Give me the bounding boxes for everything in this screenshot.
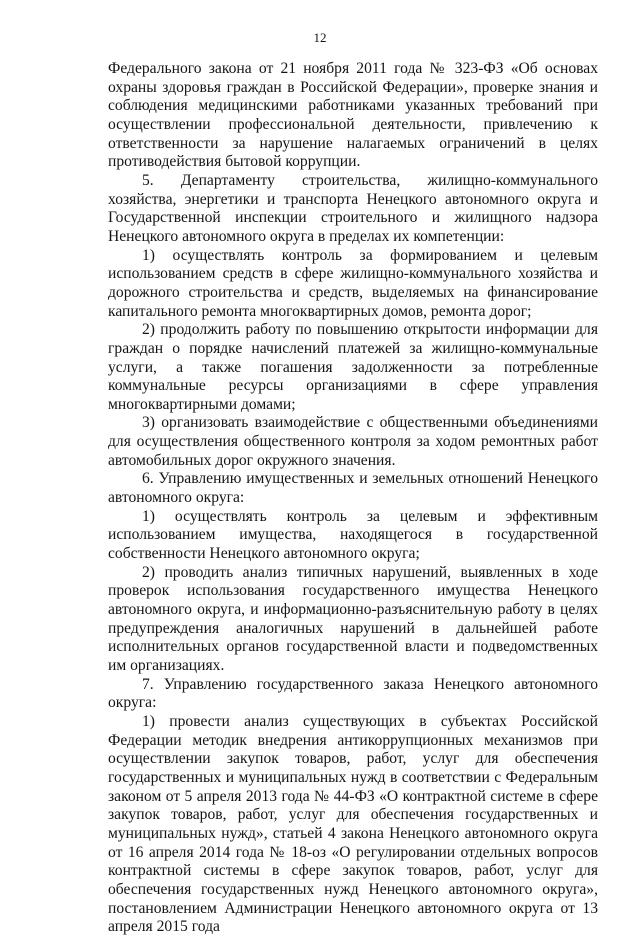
paragraph-item-5-1: 1) осуществлять контроль за формированием и целевым использованием средств в сфере жилищно-коммунального хозяйства и дорожного строительства и средств, выделяемых на финансирование капитального ремонта многоквартирных домов, ремонта дорог; — [108, 246, 598, 320]
paragraph-item-6-2: 2) проводить анализ типичных нарушений, выявленных в ходе проверок использования государственного имущества Ненецкого автономного округа, и информационно-разъяснительную работу в целях предупреждения аналогичных нарушений в дальнейшей работе исполнительных органов государственной власти и подведомственных им организациях. — [108, 563, 598, 674]
paragraph-item-7: 7. Управлению государственного заказа Ненецкого автономного округа: — [108, 675, 598, 712]
paragraph-item-6-1: 1) осуществлять контроль за целевым и эффективным использованием имущества, находящегося в государственной собственности Ненецкого автономного округа; — [108, 507, 598, 563]
page-number: 12 — [313, 30, 327, 45]
paragraph-item-5-2: 2) продолжить работу по повышению открытости информации для граждан о порядке начислений платежей за жилищно-коммунальные услуги, а также погашения задолженности за потребленные коммунальные ресурсы организациями в сфере управления многоквартирными домами; — [108, 321, 598, 413]
paragraph-item-5-3: 3) организовать взаимодействие с общественными объединениями для осуществления общественного контроля за ходом ремонтных работ автомобильных дорог окружного значения. — [108, 414, 598, 469]
paragraph-item-5: 5. Департаменту строительства, жилищно-коммунального хозяйства, энергетики и транспорта Ненецкого автономного округа и Государственной инспекции строительного и жилищного надзора Ненецкого автономного округа в пределах их компетенции: — [108, 171, 598, 245]
paragraph-item-7-1: 1) провести анализ существующих в субъектах Российской Федерации методик внедрения антикоррупционных механизмов при осуществлении закупок товаров, работ, услуг для обеспечения государственных и муниципальных нужд в соответствии с Федеральным законом от 5 апреля 2013 года № 44-ФЗ «О контрактной системе в сфере закупок товаров, работ, услуг для обеспечения государственных и муниципальных нужд», статьей 4 закона Ненецкого автономного округа от 16 апреля 2014 года № 18-оз «О регулировании отдельных вопросов контрактной системы в сфере закупок товаров, работ, услуг для обеспечения государственных нужд Ненецкого автономного округа», постановлением Администрации Ненецкого автономного округа от 13 апреля 2015 года — [108, 712, 598, 936]
paragraph-item-6: 6. Управлению имущественных и земельных отношений Ненецкого автономного округа: — [108, 470, 598, 507]
document-body — [108, 60, 598, 937]
paragraph-continuation: Федерального закона от 21 ноября 2011 года № 323-ФЗ «Об основах охраны здоровья граждан в Российской Федерации», проверке знания и соблюдения медицинскими работниками указанных требований при осуществлении профессиональной деятельности, привлечению к ответственности за нарушение налагаемых ограничений в целях противодействия бытовой коррупции. — [108, 60, 598, 171]
